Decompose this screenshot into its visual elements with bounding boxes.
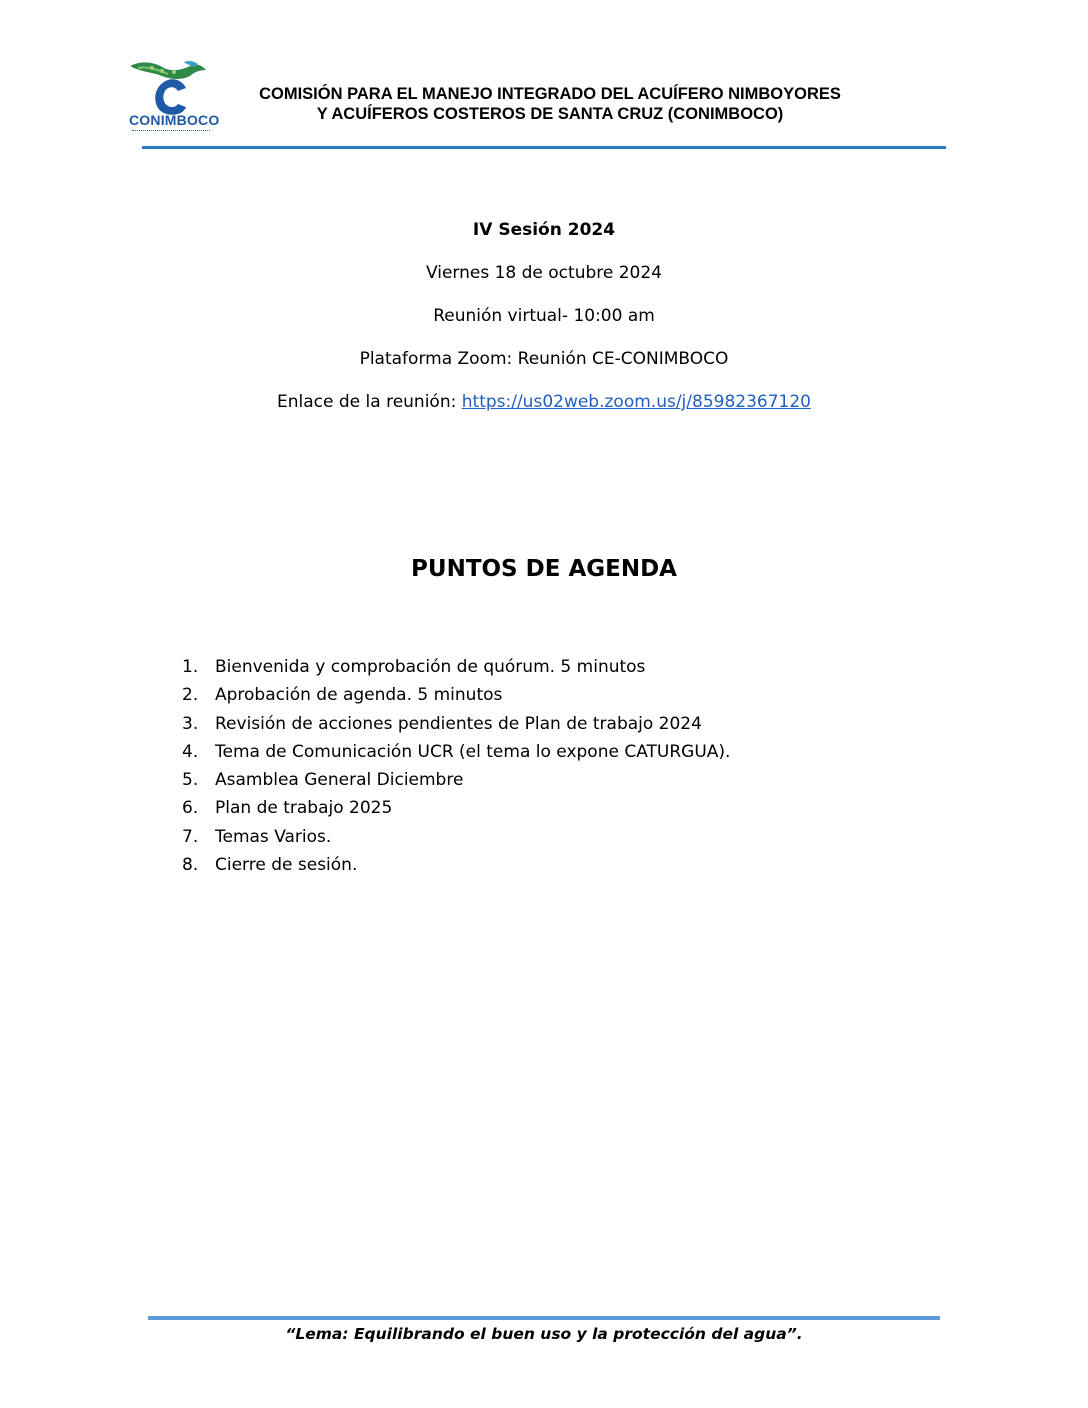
logo-tagline-dots xyxy=(132,130,210,134)
agenda-item-number: 3. xyxy=(182,713,199,734)
footer-divider xyxy=(148,1316,940,1320)
organization-title-line-2: Y ACUÍFEROS COSTEROS DE SANTA CRUZ (CONIMBOCO) xyxy=(316,105,784,123)
letterhead xyxy=(0,0,1088,160)
organization-title-line-1: COMISIÓN PARA EL MANEJO INTEGRADO DEL ACUÍFERO NIMBOYORES xyxy=(259,85,841,103)
agenda-item-number: 6. xyxy=(182,798,199,819)
session-platform: Plataforma Zoom: Reunión CE-CONIMBOCO xyxy=(359,349,729,369)
agenda-item xyxy=(182,794,942,822)
agenda-item-number: 1. xyxy=(182,657,199,677)
agenda-item xyxy=(182,710,942,738)
logo-wordmark: CONIMBOCO xyxy=(129,112,220,128)
agenda-item-text: Temas Varios. xyxy=(215,826,332,847)
agenda-item-text: Bienvenida y comprobación de quórum. 5 minutos xyxy=(215,657,646,677)
agenda-item xyxy=(182,823,942,851)
organization-title xyxy=(210,84,890,124)
agenda-item xyxy=(182,653,942,681)
agenda-item-number: 4. xyxy=(182,741,199,762)
agenda-item-text: Aprobación de agenda. 5 minutos xyxy=(215,685,503,706)
agenda-item-text: Revisión de acciones pendientes de Plan de trabajo 2024 xyxy=(215,713,702,734)
header-divider xyxy=(142,146,946,149)
agenda-item-text: Cierre de sesión. xyxy=(215,855,358,876)
agenda-item-text: Tema de Comunicación UCR (el tema lo expone CATURGUA). xyxy=(215,741,731,762)
agenda-item-text: Plan de trabajo 2025 xyxy=(215,798,393,819)
session-meeting-type: Reunión virtual- 10:00 am xyxy=(433,306,655,326)
agenda-list xyxy=(182,653,942,879)
session-title: IV Sesión 2024 xyxy=(472,220,616,240)
agenda-item-number: 7. xyxy=(182,826,199,847)
session-link-row xyxy=(0,386,1088,429)
zoom-meeting-link[interactable]: https://us02web.zoom.us/j/85982367120 xyxy=(461,392,811,412)
agenda-item-text: Asamblea General Diciembre xyxy=(215,770,464,791)
session-link-label: Enlace de la reunión: xyxy=(277,392,457,412)
agenda-title: PUNTOS DE AGENDA xyxy=(411,556,677,582)
agenda-item-number: 5. xyxy=(182,770,199,791)
agenda-item xyxy=(182,766,942,794)
agenda-item xyxy=(182,738,942,766)
footer-motto: “Lema: Equilibrando el buen uso y la protección del agua”. xyxy=(285,1325,803,1343)
session-date: Viernes 18 de octubre 2024 xyxy=(425,263,663,283)
agenda-item xyxy=(182,851,942,879)
agenda-item xyxy=(182,681,942,709)
agenda-item-number: 8. xyxy=(182,855,199,876)
agenda-item-number: 2. xyxy=(182,685,199,706)
session-info xyxy=(0,214,1088,429)
